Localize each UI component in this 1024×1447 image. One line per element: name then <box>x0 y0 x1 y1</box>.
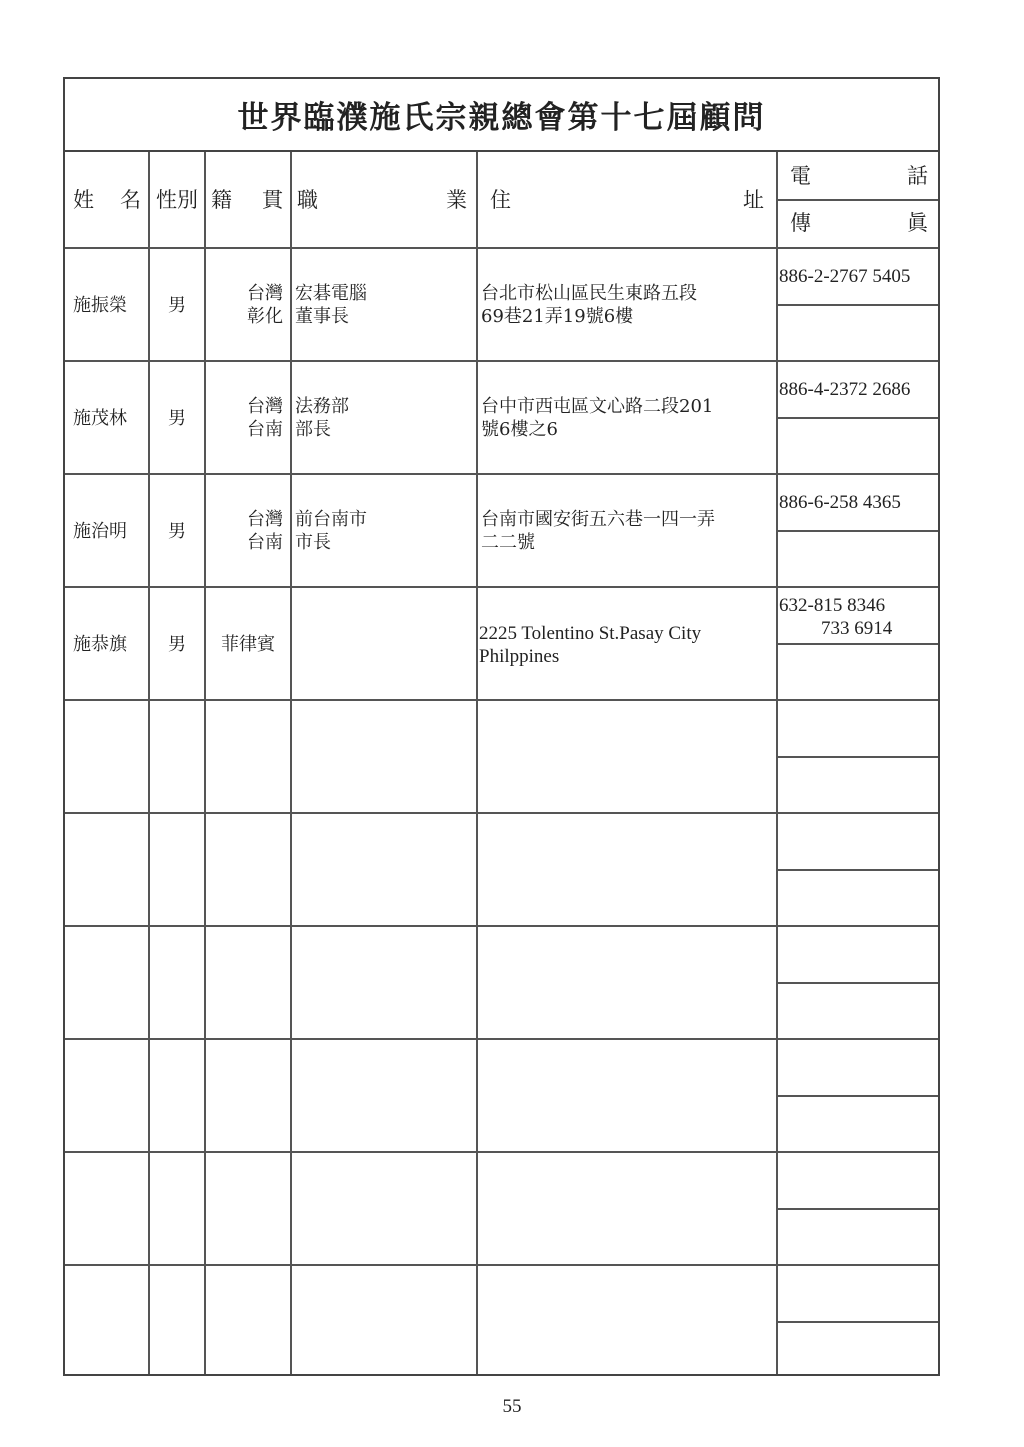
column-divider <box>290 152 292 1374</box>
phone-fax-divider <box>776 199 938 201</box>
phone-cell: 886-2-2767 5405 <box>779 266 911 287</box>
address-cell: 2225 Tolentino St.Pasay City Philppines <box>479 623 702 667</box>
row-divider <box>65 1151 938 1153</box>
page-title: 世界臨濮施氏宗親總會第十七屆顧問 <box>65 79 938 152</box>
page-number: 55 <box>502 1396 522 1417</box>
header-name: 姓 名 <box>73 188 141 212</box>
phone-fax-divider <box>776 756 938 758</box>
roster-table <box>63 77 940 1376</box>
name-cell: 施振榮 <box>73 295 127 316</box>
native-place-cell: 台灣 台南 <box>247 396 283 440</box>
column-divider <box>776 152 778 1374</box>
row-divider <box>65 812 938 814</box>
gender-cell: 男 <box>168 521 186 542</box>
occupation-cell: 前台南市 市長 <box>295 509 367 553</box>
occupation-cell: 法務部 部長 <box>295 396 349 440</box>
address-cell: 台北市松山區民生東路五段 69巷21弄19號6樓 <box>481 283 697 327</box>
native-place-cell: 菲律賓 <box>221 634 275 655</box>
row-divider <box>65 360 938 362</box>
header-gender: 性別 <box>156 188 198 212</box>
name-cell: 施治明 <box>73 521 127 542</box>
phone-cell: 886-4-2372 2686 <box>779 379 911 400</box>
row-divider <box>65 1038 938 1040</box>
header-native-place: 籍 貫 <box>211 188 283 212</box>
gender-cell: 男 <box>168 634 186 655</box>
phone-fax-divider <box>776 417 938 419</box>
name-cell: 施恭旗 <box>73 634 127 655</box>
name-cell: 施茂林 <box>73 408 127 429</box>
column-divider <box>148 152 150 1374</box>
phone-cell: 632-815 8346 733 6914 <box>779 595 893 639</box>
phone-fax-divider <box>776 1095 938 1097</box>
header-phone: 電 話 <box>790 164 928 188</box>
phone-fax-divider <box>776 643 938 645</box>
occupation-cell: 宏碁電腦 董事長 <box>295 283 367 327</box>
phone-fax-divider <box>776 1208 938 1210</box>
address-cell: 台中市西屯區文心路二段201 號6樓之6 <box>481 396 714 440</box>
address-cell: 台南市國安街五六巷一四一弄 二二號 <box>481 509 715 553</box>
gender-cell: 男 <box>168 295 186 316</box>
gender-cell: 男 <box>168 408 186 429</box>
phone-fax-divider <box>776 982 938 984</box>
phone-fax-divider <box>776 1321 938 1323</box>
phone-fax-divider <box>776 530 938 532</box>
phone-fax-divider <box>776 304 938 306</box>
header-divider <box>65 247 938 249</box>
row-divider <box>65 586 938 588</box>
header-occupation: 職 業 <box>297 188 467 212</box>
row-divider <box>65 699 938 701</box>
phone-cell: 886-6-258 4365 <box>779 492 901 513</box>
phone-fax-divider <box>776 869 938 871</box>
column-divider <box>476 152 478 1374</box>
header-fax: 傳 眞 <box>790 211 928 235</box>
row-divider <box>65 925 938 927</box>
column-divider <box>204 152 206 1374</box>
native-place-cell: 台灣 彰化 <box>247 283 283 327</box>
row-divider <box>65 473 938 475</box>
row-divider <box>65 1264 938 1266</box>
header-address: 住 址 <box>490 188 764 212</box>
native-place-cell: 台灣 台南 <box>247 509 283 553</box>
